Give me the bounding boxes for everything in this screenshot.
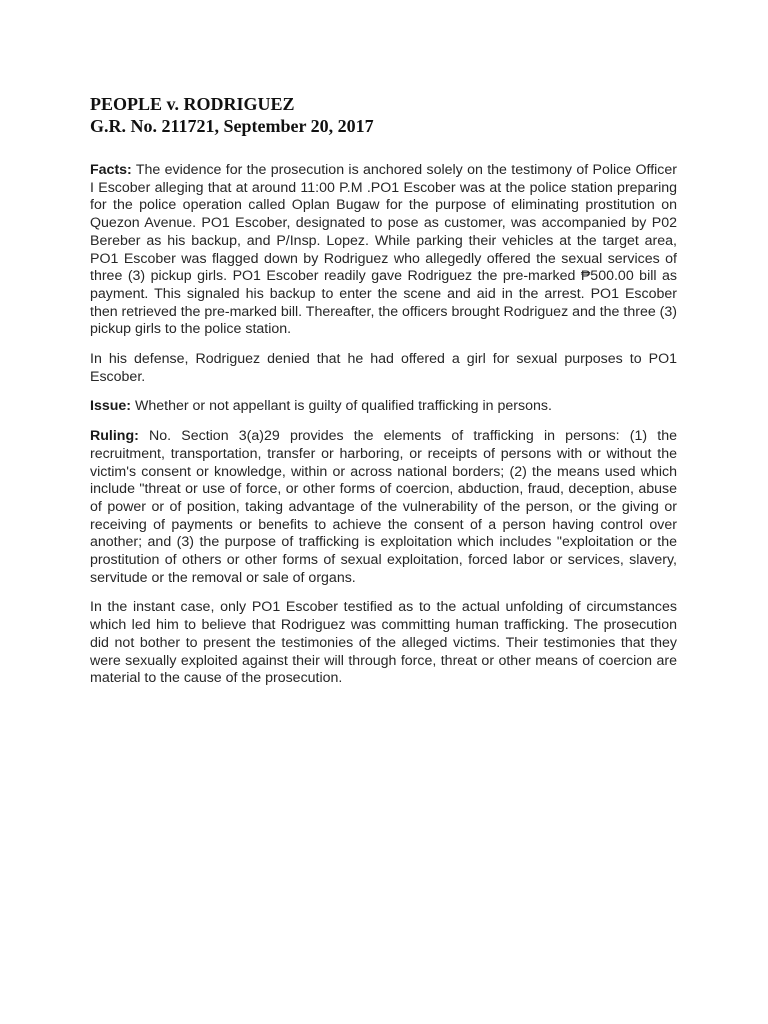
facts-paragraph bbox=[90, 162, 677, 339]
defense-text: In his defense, Rodriguez denied that he had offered a girl for sexual purposes to PO1 Escober. bbox=[90, 351, 677, 385]
document-page bbox=[90, 93, 677, 700]
facts-label: Facts: bbox=[90, 162, 132, 178]
issue-text: Whether or not appellant is guilty of qualified trafficking in persons. bbox=[131, 398, 552, 415]
facts-text: The evidence for the prosecution is anchored solely on the testimony of Police Officer I Escober alleging that at around 11:00 P.M .PO1 Escober was at the police station preparing for the police operation called Oplan Bugaw for the purpose of eliminating prostitution on Quezon Avenue. PO1 Escober, designated to pose as customer, was accompanied by P02 Bereber as his backup, and P/Insp. Lopez. While parking their vehicles at the target area, PO1 Escober was flagged down by Rodriguez who allegedly offered the sexual services of three (3) pickup girls. PO1 Escober readily gave Rodriguez the pre-marked ₱500.00 bill as payment. This signaled his backup to enter the scene and aid in the arrest. PO1 Escober then retrieved the pre-marked bill. Thereafter, the officers brought Rodriguez and the three (3) pickup girls to the police station. bbox=[90, 162, 678, 338]
issue-label: Issue: bbox=[90, 398, 132, 415]
case-name: PEOPLE v. RODRIGUEZ bbox=[90, 94, 295, 114]
case-heading bbox=[90, 93, 677, 137]
ruling-label: Ruling: bbox=[90, 428, 139, 445]
instant-case-text: In the instant case, only PO1 Escober testified as to the actual unfolding of circumstances which led him to believe that Rodriguez was committing human trafficking. The prosecution did not bother to present the testimonies of the alleged victims. Their testimonies that they were sexually exploited against their will through force, threat or other means of coercion are material to the cause of the prosecution. bbox=[90, 599, 677, 687]
defense-paragraph bbox=[90, 351, 677, 386]
ruling-text: No. Section 3(a)29 provides the elements of trafficking in persons: (1) the recruitment, transportation, transfer or harboring, or receipts of persons with or without the victim's consent or knowledge, within or across national borders; (2) the means used which include "threat or use of force, or other forms of coercion, abduction, fraud, deception, abuse of power or of position, taking advantage of the vulnerability of the person, or the giving or receiving of payments or benefits to achieve the consent of a person having control over another; and (3) the purpose of trafficking is exploitation which includes "exploitation or the prostitution of others or other forms of sexual exploitation, forced labor or services, slavery, servitude or the removal or sale of organs. bbox=[90, 428, 677, 586]
issue-paragraph bbox=[90, 398, 677, 416]
case-citation: G.R. No. 211721, September 20, 2017 bbox=[90, 116, 374, 136]
ruling-paragraph bbox=[90, 428, 677, 587]
instant-case-paragraph bbox=[90, 599, 677, 688]
